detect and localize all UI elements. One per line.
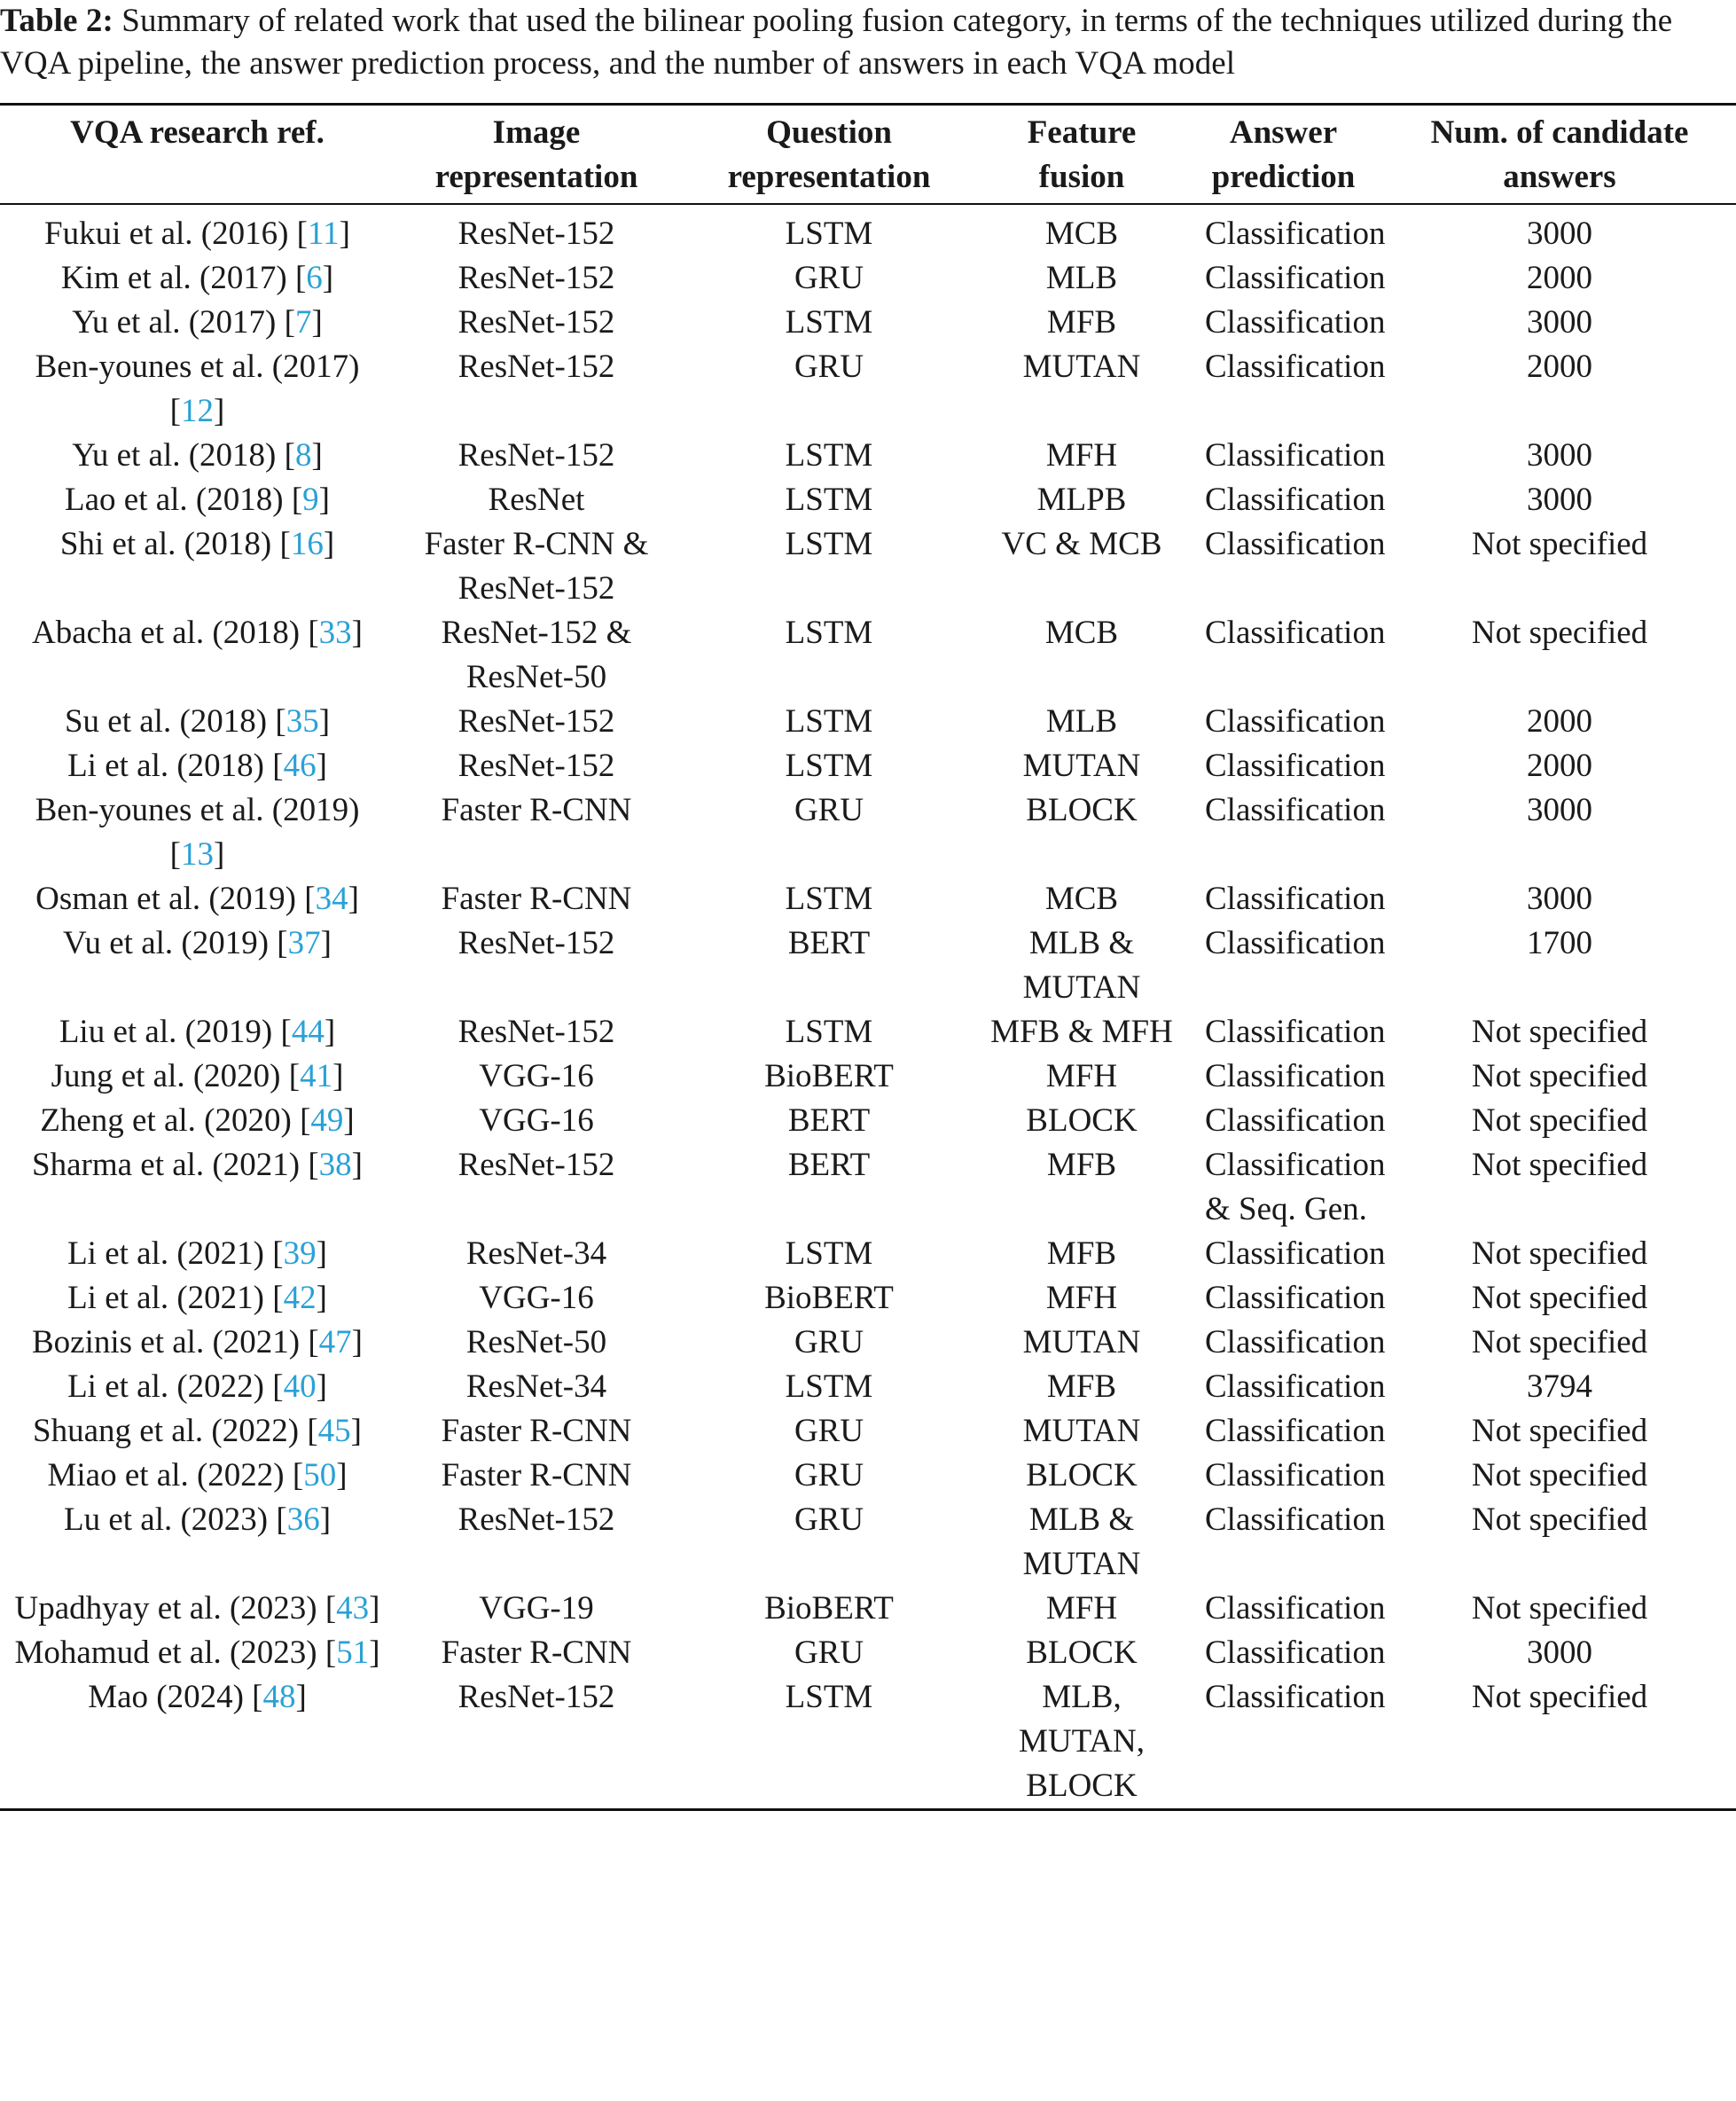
header-num-candidate-answers: Num. of candidate answers [1430,114,1689,195]
cell-num-candidate-answers: 3000 [1527,304,1592,341]
citation-link[interactable]: 50 [303,1457,337,1493]
citation-bracket: ] [336,1457,348,1493]
cell-answer-prediction: Classification [1205,482,1386,518]
cell-question-representation: LSTM [785,216,873,252]
table-row [0,1276,1736,1321]
table-row [0,1054,1736,1099]
author-year: Li et al. (2022) [ [67,1368,284,1405]
cell-answer-prediction: Classification [1205,304,1386,341]
cell-image-representation: Faster R-CNN [441,1413,632,1449]
cell-num-candidate-answers: Not specified [1471,1235,1648,1272]
cell-vqa-research-ref [0,1365,395,1409]
cell-question-representation: LSTM [785,703,873,740]
cell-image-representation: Faster R-CNN & ResNet-152 [424,526,649,607]
cell-num-candidate-answers: 3794 [1527,1368,1592,1405]
cell-feature-fusion: VC & MCB [1001,526,1162,562]
cell-image-representation: ResNet [488,482,585,518]
cell-feature-fusion: MFH [1045,437,1118,474]
citation-bracket: ] [319,1501,332,1538]
cell-answer-prediction: Classification [1205,1368,1386,1405]
cell-image-representation: ResNet-152 [457,349,615,385]
cell-feature-fusion: MLB, MUTAN, BLOCK [1019,1679,1145,1804]
citation-link[interactable]: 47 [318,1324,352,1360]
caption-text: Summary of related work that used the bilinear pooling fusion category, in terms of the techniques utilized during the VQA pipeline, the answer prediction process, and the number of answers in each VQA model [0,3,1673,82]
cell-answer-prediction: Classification [1205,1014,1386,1050]
cell-answer-prediction: Classification [1205,615,1386,651]
cell-answer-prediction: Classification [1205,1058,1386,1094]
author-year: Lu et al. (2023) [ [63,1501,287,1538]
table-row [0,788,1736,877]
cell-question-representation: GRU [794,1501,864,1538]
cell-image-representation: ResNet-34 [465,1368,607,1405]
cell-vqa-research-ref [0,478,395,522]
cell-question-representation: GRU [794,349,864,385]
cell-answer-prediction: Classification [1205,925,1386,961]
cell-feature-fusion: MCB [1044,216,1119,252]
author-year: Li et al. (2018) [ [67,748,284,784]
cell-num-candidate-answers: 2000 [1527,260,1592,296]
author-year: Kim et al. (2017) [ [60,260,307,296]
cell-image-representation: VGG-16 [479,1058,594,1094]
author-year: Lao et al. (2018) [ [65,482,303,518]
cell-image-representation: ResNet-152 [457,1501,615,1538]
cell-num-candidate-answers: 3000 [1527,216,1592,252]
cell-question-representation: LSTM [785,437,873,474]
citation-link[interactable]: 16 [290,526,324,562]
cell-image-representation: VGG-16 [479,1102,594,1139]
table-row [0,1454,1736,1498]
header-question-representation: Question representation [727,114,931,195]
cell-answer-prediction: Classification [1205,1324,1386,1360]
author-year: Upadhyay et al. (2023) [ [14,1590,337,1627]
cell-num-candidate-answers: Not specified [1471,526,1648,562]
citation-link[interactable]: 35 [285,703,319,740]
table-row [0,1498,1736,1587]
cell-vqa-research-ref [0,1232,395,1276]
cell-answer-prediction: Classification [1205,260,1386,296]
cell-vqa-research-ref [0,1276,395,1321]
citation-link[interactable]: 49 [310,1102,344,1139]
cell-question-representation: LSTM [785,1679,873,1715]
cell-num-candidate-answers: Not specified [1471,1058,1648,1094]
cell-image-representation: Faster R-CNN [441,1635,632,1671]
cell-feature-fusion: MCB [1044,615,1119,651]
citation-bracket: ] [369,1635,380,1671]
cell-answer-prediction: Classification [1205,703,1386,740]
cell-feature-fusion: MFB & MFH [990,1014,1173,1050]
author-year: Yu et al. (2017) [ [72,304,295,341]
citation-bracket: ] [295,1679,307,1715]
citation-bracket: ] [348,881,359,917]
citation-link[interactable]: 43 [336,1590,370,1627]
cell-vqa-research-ref [0,434,395,478]
cell-image-representation: VGG-16 [479,1280,594,1316]
citation-link[interactable]: 36 [286,1501,320,1538]
table-row [0,744,1736,788]
citation-bracket: ] [350,1413,362,1449]
cell-feature-fusion: MFB [1046,1147,1117,1183]
cell-vqa-research-ref [0,1498,395,1587]
cell-feature-fusion: MLB & MUTAN [1022,925,1141,1006]
cell-vqa-research-ref [0,1587,395,1631]
cell-num-candidate-answers: Not specified [1471,1457,1648,1493]
table-row [0,1232,1736,1276]
cell-num-candidate-answers: Not specified [1471,1280,1648,1316]
cell-num-candidate-answers: 2000 [1527,349,1592,385]
cell-feature-fusion: MCB [1044,881,1119,917]
citation-link[interactable]: 48 [262,1679,296,1715]
table-row [0,1365,1736,1409]
table-row [0,1321,1736,1365]
cell-image-representation: Faster R-CNN [441,881,632,917]
cell-vqa-research-ref [0,877,395,921]
cell-vqa-research-ref [0,1010,395,1054]
cell-image-representation: ResNet-34 [465,1235,607,1272]
citation-bracket: ] [351,1147,363,1183]
cell-feature-fusion: MFB [1046,1235,1117,1272]
citation-link[interactable]: 40 [283,1368,317,1405]
cell-feature-fusion: MUTAN [1022,1324,1141,1360]
cell-feature-fusion: MFH [1045,1058,1118,1094]
author-year: Fukui et al. (2016) [ [44,216,308,252]
cell-answer-prediction: Classification [1205,437,1386,474]
cell-answer-prediction: Classification [1205,216,1386,252]
table-body [0,204,1736,1810]
citation-bracket: ] [316,1235,327,1272]
cell-image-representation: Faster R-CNN [441,792,632,828]
author-year: Mohamud et al. (2023) [ [14,1635,337,1671]
table-row [0,611,1736,700]
cell-num-candidate-answers: Not specified [1471,1679,1648,1715]
citation-link[interactable]: 42 [283,1280,317,1316]
cell-feature-fusion: MLPB [1036,482,1127,518]
cell-num-candidate-answers: Not specified [1471,1501,1648,1538]
citation-bracket: ] [318,482,330,518]
cell-question-representation: GRU [794,792,864,828]
cell-vqa-research-ref [0,256,395,301]
cell-feature-fusion: MFH [1045,1280,1118,1316]
author-year: Li et al. (2021) [ [67,1235,284,1272]
citation-link[interactable]: 6 [306,260,323,296]
citation-link[interactable]: 9 [302,482,319,518]
table-row [0,1143,1736,1232]
table-row [0,1631,1736,1675]
table-row [0,1675,1736,1810]
citation-bracket: ] [214,836,225,873]
cell-feature-fusion: MUTAN [1022,748,1141,784]
author-year: Shi et al. (2018) [ [59,526,291,562]
citation-bracket: ] [323,526,335,562]
author-year: Yu et al. (2018) [ [72,437,295,474]
cell-vqa-research-ref [0,204,395,256]
cell-vqa-research-ref [0,788,395,877]
author-year: Mao (2024) [ [88,1679,263,1715]
author-year: Vu et al. (2019) [ [63,925,288,961]
author-year: Liu et al. (2019) [ [59,1014,292,1050]
cell-image-representation: ResNet-152 & ResNet-50 [441,615,632,695]
cell-question-representation: LSTM [785,748,873,784]
header-vqa-research-ref: VQA research ref. [70,114,325,151]
cell-num-candidate-answers: Not specified [1471,1413,1648,1449]
cell-vqa-research-ref [0,1143,395,1232]
cell-answer-prediction: Classification [1205,1280,1386,1316]
citation-link[interactable]: 37 [287,925,321,961]
cell-feature-fusion: BLOCK [1026,792,1138,828]
cell-vqa-research-ref [0,522,395,611]
cell-question-representation: BERT [787,925,871,961]
cell-answer-prediction: Classification [1205,881,1386,917]
cell-question-representation: LSTM [785,1014,873,1050]
citation-link[interactable]: 51 [336,1635,370,1671]
cell-num-candidate-answers: Not specified [1471,615,1648,651]
cell-answer-prediction: Classification [1205,1501,1386,1538]
cell-question-representation: LSTM [785,881,873,917]
table-row [0,256,1736,301]
cell-vqa-research-ref [0,744,395,788]
citation-link[interactable]: 7 [294,304,312,341]
cell-num-candidate-answers: Not specified [1471,1102,1648,1139]
cell-feature-fusion: BLOCK [1026,1102,1138,1139]
cell-num-candidate-answers: 3000 [1527,1635,1592,1671]
author-year: Bozinis et al. (2021) [ [31,1324,319,1360]
table-row [0,700,1736,744]
cell-question-representation: GRU [794,1457,864,1493]
citation-bracket: ] [316,748,327,784]
cell-num-candidate-answers: 2000 [1527,703,1592,740]
citation-link[interactable]: 33 [318,615,352,651]
author-year: Sharma et al. (2021) [ [32,1147,319,1183]
cell-question-representation: LSTM [785,526,873,562]
cell-image-representation: ResNet-152 [457,437,615,474]
cell-feature-fusion: BLOCK [1026,1635,1138,1671]
citation-bracket: ] [351,1324,363,1360]
cell-answer-prediction: Classification & Seq. Gen. [1205,1147,1386,1227]
cell-question-representation: GRU [794,260,864,296]
table-row [0,478,1736,522]
author-year: Zheng et al. (2020) [ [40,1102,311,1139]
cell-num-candidate-answers: 1700 [1527,925,1592,961]
citation-link[interactable]: 39 [283,1235,317,1272]
citation-link[interactable]: 41 [300,1058,333,1094]
cell-num-candidate-answers: Not specified [1471,1590,1648,1627]
cell-answer-prediction: Classification [1205,1635,1386,1671]
cell-num-candidate-answers: 2000 [1527,748,1592,784]
cell-answer-prediction: Classification [1205,1590,1386,1627]
related-work-table [0,103,1736,1811]
author-year: Ben-younes et al. (2019) [ [35,792,360,873]
author-year: Miao et al. (2022) [ [47,1457,304,1493]
table-row [0,345,1736,434]
cell-image-representation: ResNet-50 [465,1324,607,1360]
citation-link[interactable]: 12 [181,393,214,429]
cell-vqa-research-ref [0,611,395,700]
citation-bracket: ] [316,1368,327,1405]
cell-answer-prediction: Classification [1205,1235,1386,1272]
cell-vqa-research-ref [0,1099,395,1143]
cell-image-representation: ResNet-152 [457,216,615,252]
cell-image-representation: ResNet-152 [457,748,615,784]
header-answer-prediction: Answer prediction [1211,114,1356,195]
cell-image-representation: ResNet-152 [457,703,615,740]
table-row [0,522,1736,611]
cell-question-representation: GRU [794,1413,864,1449]
table-row [0,921,1736,1010]
cell-answer-prediction: Classification [1205,748,1386,784]
cell-vqa-research-ref [0,1321,395,1365]
citation-bracket: ] [369,1590,380,1627]
citation-link[interactable]: 34 [315,881,348,917]
citation-bracket: ] [322,260,334,296]
cell-feature-fusion: MFB [1046,1368,1117,1405]
cell-answer-prediction: Classification [1205,1679,1386,1715]
citation-bracket: ] [351,615,363,651]
cell-question-representation: LSTM [785,304,873,341]
table-header [0,105,1736,205]
table-row [0,434,1736,478]
table-row [0,1587,1736,1631]
citation-link[interactable]: 46 [283,748,317,784]
cell-answer-prediction: Classification [1205,1413,1386,1449]
cell-num-candidate-answers: 3000 [1527,482,1592,518]
caption-label: Table 2: [0,3,113,39]
cell-image-representation: ResNet-152 [457,260,615,296]
cell-vqa-research-ref [0,301,395,345]
cell-question-representation: GRU [794,1324,864,1360]
cell-feature-fusion: MLB & MUTAN [1022,1501,1141,1582]
cell-answer-prediction: Classification [1205,349,1386,385]
citation-link[interactable]: 11 [308,216,340,252]
citation-bracket: ] [214,393,225,429]
cell-vqa-research-ref [0,1054,395,1099]
cell-answer-prediction: Classification [1205,1102,1386,1139]
cell-image-representation: Faster R-CNN [441,1457,632,1493]
citation-bracket: ] [339,216,350,252]
cell-num-candidate-answers: 3000 [1527,792,1592,828]
cell-image-representation: ResNet-152 [457,1014,615,1050]
citation-bracket: ] [318,703,331,740]
citation-bracket: ] [316,1280,327,1316]
cell-num-candidate-answers: Not specified [1471,1324,1648,1360]
cell-question-representation: GRU [794,1635,864,1671]
cell-num-candidate-answers: 3000 [1527,881,1592,917]
citation-link[interactable]: 45 [317,1413,351,1449]
cell-image-representation: ResNet-152 [457,925,615,961]
citation-bracket: ] [324,1014,336,1050]
cell-vqa-research-ref [0,1409,395,1454]
cell-question-representation: BioBERT [764,1280,894,1316]
cell-answer-prediction: Classification [1205,792,1386,828]
cell-question-representation: LSTM [785,615,873,651]
table-row [0,1010,1736,1054]
cell-vqa-research-ref [0,1631,395,1675]
table-row [0,301,1736,345]
table-caption [0,0,1736,85]
citation-link[interactable]: 38 [318,1147,352,1183]
citation-bracket: ] [320,925,332,961]
cell-image-representation: ResNet-152 [457,1679,615,1715]
cell-question-representation: BioBERT [764,1058,894,1094]
table-row [0,1099,1736,1143]
table-row [0,204,1736,256]
author-year: Osman et al. (2019) [ [35,881,316,917]
cell-question-representation: BERT [787,1147,871,1183]
cell-vqa-research-ref [0,1675,395,1810]
cell-num-candidate-answers: Not specified [1471,1014,1648,1050]
cell-question-representation: LSTM [785,1235,873,1272]
cell-feature-fusion: BLOCK [1026,1457,1138,1493]
header-feature-fusion: Feature fusion [1027,114,1137,195]
citation-link[interactable]: 44 [291,1014,325,1050]
cell-vqa-research-ref [0,345,395,434]
author-year: Jung et al. (2020) [ [51,1058,301,1094]
cell-feature-fusion: MFB [1046,304,1117,341]
author-year: Li et al. (2021) [ [67,1280,284,1316]
citation-bracket: ] [311,437,323,474]
cell-answer-prediction: Classification [1205,1457,1386,1493]
cell-feature-fusion: MLB [1045,260,1118,296]
citation-bracket: ] [332,1058,344,1094]
citation-bracket: ] [311,304,323,341]
author-year: Shuang et al. (2022) [ [33,1413,318,1449]
header-row [0,105,1736,205]
cell-question-representation: LSTM [785,1368,873,1405]
cell-feature-fusion: MFH [1045,1590,1118,1627]
cell-question-representation: LSTM [785,482,873,518]
cell-image-representation: ResNet-152 [457,304,615,341]
citation-link[interactable]: 13 [181,836,214,873]
table-row [0,877,1736,921]
citation-link[interactable]: 8 [294,437,312,474]
author-year: Abacha et al. (2018) [ [32,615,319,651]
cell-num-candidate-answers: 3000 [1527,437,1592,474]
cell-num-candidate-answers: Not specified [1471,1147,1648,1183]
author-year: Ben-younes et al. (2017) [ [35,349,360,429]
cell-feature-fusion: MLB [1045,703,1118,740]
cell-image-representation: ResNet-152 [457,1147,615,1183]
table-row [0,1409,1736,1454]
cell-answer-prediction: Classification [1205,526,1386,562]
cell-feature-fusion: MUTAN [1022,349,1141,385]
cell-vqa-research-ref [0,1454,395,1498]
citation-bracket: ] [343,1102,355,1139]
author-year: Su et al. (2018) [ [64,703,286,740]
cell-feature-fusion: MUTAN [1022,1413,1141,1449]
cell-question-representation: BERT [787,1102,871,1139]
cell-image-representation: VGG-19 [479,1590,594,1627]
cell-question-representation: BioBERT [764,1590,894,1627]
header-image-representation: Image representation [434,114,638,195]
cell-vqa-research-ref [0,921,395,1010]
cell-vqa-research-ref [0,700,395,744]
